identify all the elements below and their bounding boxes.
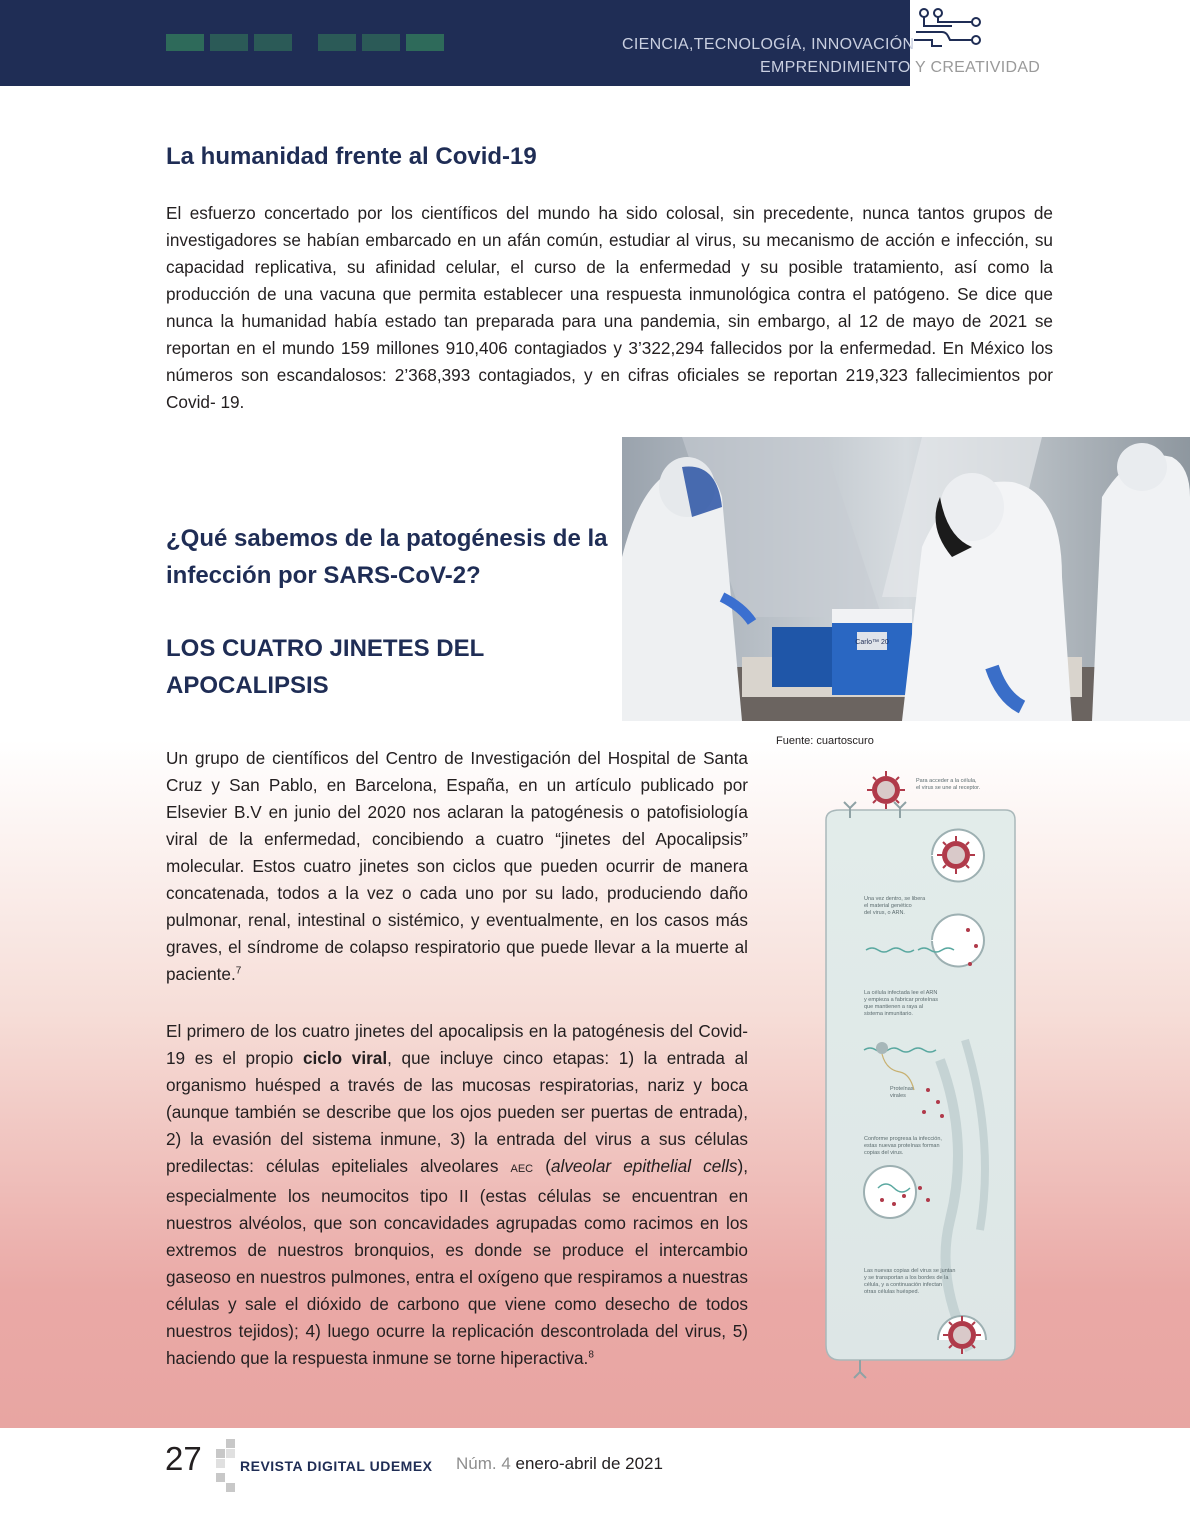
infographic-text: y empieza a fabricar proteínas: [864, 997, 938, 1003]
page-number: 27: [165, 1440, 202, 1477]
header-tab: [406, 34, 444, 51]
paragraph-text: ), especialmente los neumocitos tipo II (estas células se encuentran en nuestros alvéolos, que son concavidades agrupadas como racimos en los extremos de nuestros bronquios, es donde se produce el intercambio gaseoso en nuestros pulmones, entra el oxígeno que respiramos a nuestras células y sale el dióxido de carbono que viene como desecho de todos nuestros tejidos); 4) luego ocurre la replicación descontrolada del virus, 5) haciendo que la respuesta inmune se torne hiperactiva.: [166, 1156, 749, 1368]
infographic-text: el material genético: [864, 903, 912, 909]
lab-photo: [622, 437, 1190, 721]
header-tab: [362, 34, 400, 51]
infographic-text: estas nuevas proteínas forman: [864, 1143, 940, 1149]
svg-text:Para acceder a la célula,el vi: [916, 778, 981, 791]
header-tabs: [166, 34, 450, 51]
infographic-text: célula, y a continuación infectan: [864, 1282, 942, 1288]
infographic-text: La célula infectada lee el ARN: [864, 990, 938, 996]
magazine-brand: REVISTA DIGITAL UDEMEX: [240, 1458, 433, 1474]
lab-photo-illustration: [622, 437, 1190, 721]
infographic-text: Conforme progresa la infección,: [864, 1136, 942, 1142]
photo-caption: Fuente: cuartoscuro: [776, 735, 874, 747]
infographic-text: del virus, o ARN.: [864, 910, 905, 916]
header-subtitle-line1: CIENCIA,TECNOLOGÍA, INNOVACIÓN: [622, 36, 915, 53]
body-paragraph: [166, 745, 748, 988]
infographic-text: otras células huésped.: [864, 1289, 920, 1295]
infographic-text: sistema inmunitario.: [864, 1011, 913, 1017]
cooler-label: Carlo™ 20: [855, 639, 889, 646]
footnote-ref: 7: [235, 965, 242, 977]
header-tab: [254, 34, 292, 51]
intro-paragraph: El esfuerzo concertado por los científicos del mundo ha sido colosal, sin precedente, nunca tantos grupos de investigadores se habían embarcado en un afán común, estudiar al virus, su mecanismo de acción e infección, su capacidad replicativa, su afinidad celular, el curso de la enfermedad y su posible tratamiento, así como la producción de una vacuna que permita establecer una respuesta inmunológica contra el patógeno. Se dice que nunca la humanidad había estado tan preparada para una pandemia, sin embargo, al 12 de mayo de 2021 se reportan en el mundo 159 millones 910,406 contagiados y 3’322,294 fallecidos por la enfermedad. En México los números son escandalosos: 2’368,393 contagiados, y en cifras oficiales se reportan 219,323 fallecimientos por Covid- 19.: [166, 203, 1053, 412]
infographic-text: Proteínas: [890, 1086, 914, 1092]
section-title: La humanidad frente al Covid-19: [166, 143, 537, 170]
issue-date: enero-abril de 2021: [510, 1454, 663, 1473]
header-tab: [210, 34, 248, 51]
section-heading: LOS CUATRO JINETES DEL APOCALIPSIS: [166, 635, 484, 699]
header-subtitle-line2: [760, 59, 1040, 77]
infographic-text: copias del virus.: [864, 1150, 904, 1156]
infographic-text: Para acceder a la célula,: [916, 778, 977, 784]
paragraph-text: , que incluye cinco etapas: 1) la entrada al organismo huésped a través de las mucosas respiratorias, nariz y boca (aunque también se describe que los ojos pueden ser puertas de entrada), 2) la evasión del sistema inmune, 3) la entrada del virus a sus células predilectas: células epiteliales alveolares: [166, 1048, 748, 1176]
infographic-text: que mantienen a raya al: [864, 1004, 924, 1010]
section-question-heading: ¿Qué sabemos de la patogénesis de la infección por SARS-CoV-2?: [166, 525, 608, 589]
infographic-text: virales: [890, 1093, 906, 1099]
header-line2-part: EMPRENDIMIENTO: [760, 59, 911, 76]
infographic-text: y se transportan a los bordes de la: [864, 1275, 949, 1281]
bold-term: ciclo viral: [302, 1048, 388, 1068]
header-line2-part: Y CREATIVIDAD: [910, 59, 1041, 76]
infographic-text: Las nuevas copias del virus se juntan: [864, 1268, 956, 1274]
abbreviation: AEC: [510, 1163, 534, 1175]
infographic-text: Una vez dentro, se libera: [864, 896, 926, 902]
issue-number: Núm. 4: [456, 1454, 511, 1473]
paragraph-text: El primero de los cuatro jinetes del apocalipsis en la patogénesis del Covid-19 es el propio: [166, 1021, 748, 1068]
issue-info: [456, 1454, 663, 1474]
footnote-ref: 8: [588, 1349, 594, 1361]
header-tab: [166, 34, 204, 51]
infographic-text: el virus se une al receptor.: [916, 785, 981, 791]
header-tab: [318, 34, 356, 51]
italic-term: alveolar epithelial cells: [550, 1156, 738, 1176]
paragraph-text: Un grupo de científicos del Centro de Investigación del Hospital de Santa Cruz y San Pablo, en Barcelona, España, en un artículo publicado por Elsevier B.V en junio del 2020 nos aclaran la patogénesis o patofisiología viral de la enfermedad, concibiendo a cuatro “jinetes del Apocalipsis” molecular. Estos cuatro jinetes son ciclos que pueden ocurrir de manera concatenada, todos a la vez o cada uno por su lado, produciendo daño pulmonar, renal, intestinal o sistémico, y eventualmente, en los casos más graves, el síndrome de colapso respiratorio que puede llevar a la muerte al paciente.: [166, 748, 748, 984]
virus-cycle-infographic: [820, 760, 1020, 1380]
circuit-icon: [912, 6, 984, 50]
body-paragraph: [166, 1018, 748, 1372]
footer-squares-decoration: [212, 1439, 242, 1494]
paragraph-text: (: [533, 1156, 551, 1176]
